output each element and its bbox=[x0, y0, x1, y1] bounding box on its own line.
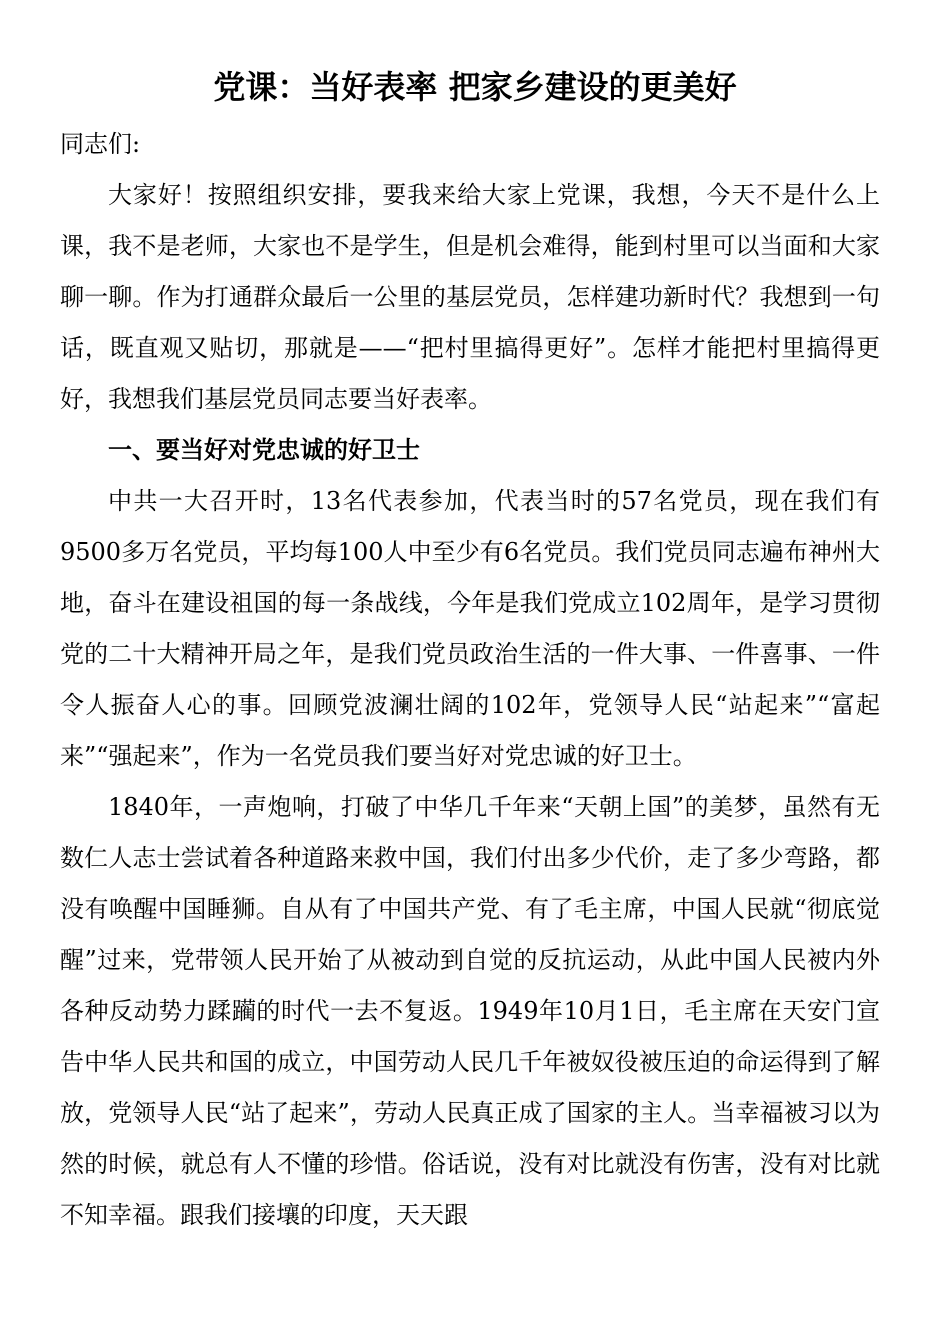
document-body bbox=[60, 119, 880, 1241]
section-paragraph-2: 1840年，一声炮响，打破了中华几千年来“天朝上国”的美梦，虽然有无数仁人志士尝试着各种道路来救中国，我们付出多少代价，走了多少弯路，都没有唤醒中国睡狮。自从有了中国共产党、有了毛主席，中国人民就“彻底觉醒”过来，党带领人民开始了从被动到自觉的反抗运动，从此中国人民被内外各种反动势力蹂躏的时代一去不复返。1949年10月1日，毛主席在天安门宣告中华人民共和国的成立，中国劳动人民几千年被奴役被压迫的命运得到了解放，党领导人民“站了起来”，劳动人民真正成了国家的主人。当幸福被习以为然的时候，就总有人不懂的珍惜。俗话说，没有对比就没有伤害，没有对比就不知幸福。跟我们接壤的印度，天天跟 bbox=[60, 793, 880, 1229]
document-title: 党课：当好表率 把家乡建设的更美好 bbox=[213, 68, 737, 106]
section-heading: 一、要当好对党忠诚的好卫士 bbox=[108, 436, 420, 464]
section-paragraph-1: 中共一大召开时，13名代表参加，代表当时的57名党员，现在我们有9500多万名党员，平均每100人中至少有6名党员。我们党员同志遍布神州大地，奋斗在建设祖国的每一条战线，今年是我们党成立102周年，是学习贯彻党的二十大精神开局之年，是我们党员政治生活的一件大事、一件喜事、一件令人振奋人心的事。回顾党波澜壮阔的102年，党领导人民“站起来”“富起来”“强起来”，作为一名党员我们要当好对党忠诚的好卫士。 bbox=[60, 487, 880, 770]
salutation: 同志们: bbox=[60, 130, 141, 158]
intro-paragraph: 大家好！按照组织安排，要我来给大家上党课，我想，今天不是什么上课，我不是老师，大家也不是学生，但是机会难得，能到村里可以当面和大家聊一聊。作为打通群众最后一公里的基层党员，怎样建功新时代？我想到一句话，既直观又贴切，那就是——“把村里搞得更好”。怎样才能把村里搞得更好，我想我们基层党员同志要当好表率。 bbox=[60, 181, 880, 413]
